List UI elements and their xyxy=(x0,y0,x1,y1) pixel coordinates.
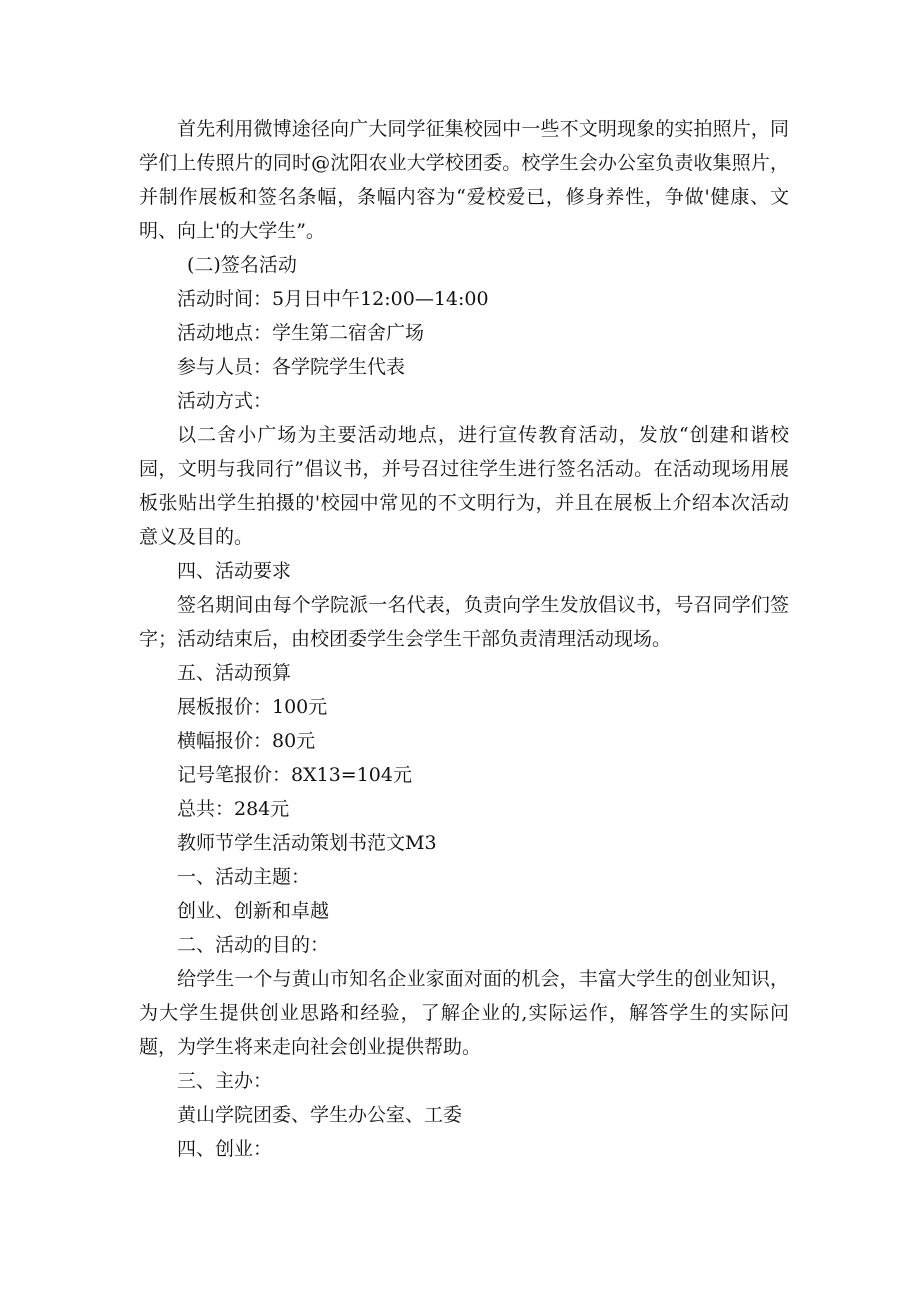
budget-board: 展板报价：100元 xyxy=(177,696,328,718)
activity-time: 活动时间：5月日中午12:00—14:00 xyxy=(177,288,489,310)
paragraph-photo-collection: 首先利用微博途径向广大同学征集校园中一些不文明现象的实拍照片，同学们上传照片的同时@沈阳农业大学校团委。校学生会办公室负责收集照片，并制作展板和签名条幅，条幅内容为“爱校爱已，修身养性，争做'健康、文明、向上'的大学生”。 xyxy=(139,118,789,242)
heading-purpose: 二、活动的目的： xyxy=(177,934,330,956)
activity-location: 活动地点：学生第二宿舍广场 xyxy=(177,322,425,344)
section-title-teachers-day: 教师节学生活动策划书范文M3 xyxy=(177,832,437,854)
budget-banner: 横幅报价：80元 xyxy=(177,730,316,752)
heading-signature-activity: (二)签名活动 xyxy=(187,254,297,276)
heading-requirements: 四、活动要求 xyxy=(177,560,292,582)
document-body xyxy=(139,112,789,1166)
heading-organizer: 三、主办： xyxy=(177,1070,273,1092)
organizer-text: 黄山学院团委、学生办公室、工委 xyxy=(177,1104,463,1126)
budget-total: 总共：284元 xyxy=(177,798,290,820)
theme-text: 创业、创新和卓越 xyxy=(177,900,330,922)
participants: 参与人员：各学院学生代表 xyxy=(177,356,406,378)
activity-method-label: 活动方式： xyxy=(177,390,273,412)
paragraph-purpose: 给学生一个与黄山市知名企业家面对面的机会，丰富大学生的创业知识，为大学生提供创业思路和经验，了解企业的,实际运作，解答学生的实际问题，为学生将来走向社会创业提供帮助。 xyxy=(139,968,789,1058)
paragraph-requirements: 签名期间由每个学院派一名代表，负责向学生发放倡议书，号召同学们签字；活动结束后，由校团委学生会学生干部负责清理活动现场。 xyxy=(139,594,789,650)
heading-theme: 一、活动主题： xyxy=(177,866,311,888)
budget-markers: 记号笔报价：8X13=104元 xyxy=(177,764,412,786)
heading-budget: 五、活动预算 xyxy=(177,662,292,684)
paragraph-activity-method: 以二舍小广场为主要活动地点，进行宣传教育活动，发放“创建和谐校园，文明与我同行”倡议书，并号召过往学生进行签名活动。在活动现场用展板张贴出学生拍摄的'校园中常见的不文明行为，并且在展板上介绍本次活动意义及目的。 xyxy=(139,424,789,548)
heading-entrepreneurship: 四、创业： xyxy=(177,1138,273,1160)
